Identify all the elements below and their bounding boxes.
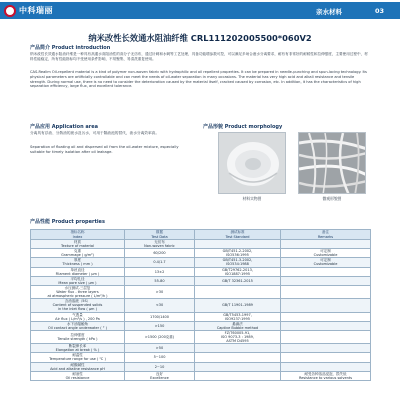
column-header: 测试标准 Test Standard: [195, 230, 281, 240]
intro-heading: 产品简介 Product introduction: [30, 45, 111, 51]
table-cell: [281, 330, 371, 343]
table-cell: [281, 276, 371, 285]
table-cell: [195, 362, 281, 371]
table-cell: 单丝直径 Filament diameter ( μm ): [31, 267, 125, 276]
table-cell: 可定制 Customizable: [281, 258, 371, 267]
table-row: [31, 299, 371, 312]
table-cell: 气透量 Air flux ( L/m²/s ) , 200 Pa: [31, 312, 125, 321]
column-header: 数据 Test Data: [125, 230, 195, 240]
table-row: [31, 312, 371, 321]
table-cell: 耐油性 Oil resistance: [31, 371, 125, 380]
table-cell: [195, 344, 281, 353]
table-cell: 水压测试-三层复 Water flux - three layers at atmospheric pressure ( L/m²/h ): [31, 285, 125, 298]
table-cell: GB/T 11901-1989: [195, 299, 281, 312]
table-cell: 可定制 Customizable: [281, 249, 371, 258]
table-cell: 良好 Excellence: [125, 371, 195, 380]
page-header: [0, 0, 400, 19]
table-cell: <30: [125, 299, 195, 312]
table-cell: 无纺布 Non-woven fabric: [125, 240, 195, 249]
microscope-photo: [298, 132, 366, 194]
table-cell: >1500 (200克重): [125, 330, 195, 343]
column-header: 指标名称 Index: [31, 230, 125, 240]
table-cell: 13±2: [125, 267, 195, 276]
intro-english: CAS-Realim Oil-repellent material is a kind of polymer non-woven fabric with hydrophilic and oil repellent properties. It can be prepared in needle-punching and spun-lacing technology. Its physical parameters are artificially controllable and can meet the needs of oil-water separation in many occasions. The material has very high acid and alkali resistance and tensile strength. During normal use, there is no need to consider the deterioration caused by the material itself, cracked caused by corrosion, etc. In addition, it has the characteristics of high separation efficiency, large flux, and excellent tolerance.: [30, 70, 367, 89]
table-cell: [281, 299, 371, 312]
application-heading: 产品应用 Application area: [30, 124, 98, 130]
column-header: 备注 Remarks: [281, 230, 371, 240]
table-row: [31, 362, 371, 371]
table-cell: GB/T451.3-2002, ISO534:1988: [195, 258, 281, 267]
table-cell: 克重 Grammage ( g/m²): [31, 249, 125, 258]
table-cell: [281, 285, 371, 298]
table-cell: 水下油接触角 Oil contact angle underwater ( ° ): [31, 321, 125, 330]
table-cell: [281, 267, 371, 276]
table-cell: 耐酸碱性 Acid and alkaline resistance pH: [31, 362, 125, 371]
table-cell: 耐受各种溶品浸泡，损失低 Resistance to various solvents: [281, 371, 371, 380]
brand-name: 中科瑞丽: [19, 6, 53, 15]
table-cell: [281, 353, 371, 362]
table-cell: [195, 353, 281, 362]
product-title: 纳米改性长效通水阻油纤维 CRL111202005500*060V2: [88, 33, 312, 43]
company-seal-icon: [4, 5, 16, 17]
table-cell: >150: [125, 321, 195, 330]
table-cell: 1700/1400: [125, 312, 195, 321]
table-cell: GB/T 32361-2015: [195, 276, 281, 285]
table-row: [31, 285, 371, 298]
table-cell: 0.4/1.7: [125, 258, 195, 267]
table-cell: [195, 371, 281, 380]
table-cell: 5~100: [125, 353, 195, 362]
table-row: [31, 267, 371, 276]
table-row: [31, 353, 371, 362]
table-row: [31, 330, 371, 343]
material-photo-caption: 材料实物图: [242, 196, 262, 201]
table-cell: [281, 240, 371, 249]
section-name: 亲水材料: [316, 8, 342, 16]
table-cell: FZ/T60005-91, ISO 9073-3 : 1989, ASTM D4595: [195, 330, 281, 343]
table-cell: [281, 362, 371, 371]
intro-chinese: 纳米改性长效通水阻油纤维是一种具有高通水高阻油性的高分子无纺布，通过针刺和水刺等工艺处理，具备功能增参数可控，可以满足多场合液水分离要求，耐有有非常好的耐候性和拉伸强度，主要使用过程中，材料性能稳定，所有性能指标均不受使用条件影响，不易聚集、易清洗重复使用。: [30, 52, 368, 61]
table-row: [31, 249, 371, 258]
document-page: [25, 22, 375, 400]
table-cell: [281, 312, 371, 321]
table-cell: 断裂伸长率 Elongation at break ( % ): [31, 344, 125, 353]
table-cell: [195, 240, 281, 249]
table-cell: [281, 321, 371, 330]
table-header-row: [31, 230, 371, 240]
table-cell: 平均孔径 Mean pore size ( μm ): [31, 276, 125, 285]
table-cell: GB/T5453-1997, ISO9237:1995: [195, 312, 281, 321]
table-body: [31, 240, 371, 381]
table-cell: 厚度 Thickness ( mm ): [31, 258, 125, 267]
table-cell: 2~10: [125, 362, 195, 371]
table-row: [31, 240, 371, 249]
material-photo-image: [219, 133, 286, 194]
table-row: [31, 258, 371, 267]
properties-heading: 产品性能 Product properties: [30, 219, 105, 225]
table-row: [31, 321, 371, 330]
brand-logo: [4, 4, 53, 17]
page-number: 03: [375, 7, 385, 15]
table-cell: >50: [125, 344, 195, 353]
table-cell: >30: [125, 285, 195, 298]
table-cell: 含油溶液（5S） Content of suspended solids in the inlet flow ( μm ): [31, 299, 125, 312]
properties-table: [30, 229, 371, 381]
table-row: [31, 276, 371, 285]
material-photo: [218, 132, 286, 194]
table-cell: [195, 285, 281, 298]
table-cell: 材质 Texture of material: [31, 240, 125, 249]
morphology-heading: 产品形貌 Product morphology: [203, 124, 283, 130]
microscope-photo-caption: 微观形貌图: [322, 196, 342, 201]
table-row: [31, 371, 371, 380]
microscope-photo-image: [299, 133, 366, 194]
table-cell: 55-80: [125, 276, 195, 285]
table-row: [31, 344, 371, 353]
table-cell: 耐温性 Temperature range for use ( ℃ ): [31, 353, 125, 362]
table-cell: 拉伸强度 Tensile strength ( kPa ): [31, 330, 125, 343]
table-cell: 悬滴法 Captive Bubble method: [195, 321, 281, 330]
table-cell: [281, 344, 371, 353]
table-cell: 60/200: [125, 249, 195, 258]
table-cell: GB/T451.2-2002, ISO536:1995: [195, 249, 281, 258]
table-cell: GB/T29762-2013, ISO1887:1995: [195, 267, 281, 276]
application-english: Separation of floating oil and dispersed oil from the oil-water mixture, especially suitable for timely isolation after oil leakage.: [30, 145, 179, 154]
application-chinese: 分离具有浮油、分散油的废水及污水，可用于隔油池的替代，油水分离效率高。: [30, 131, 160, 135]
